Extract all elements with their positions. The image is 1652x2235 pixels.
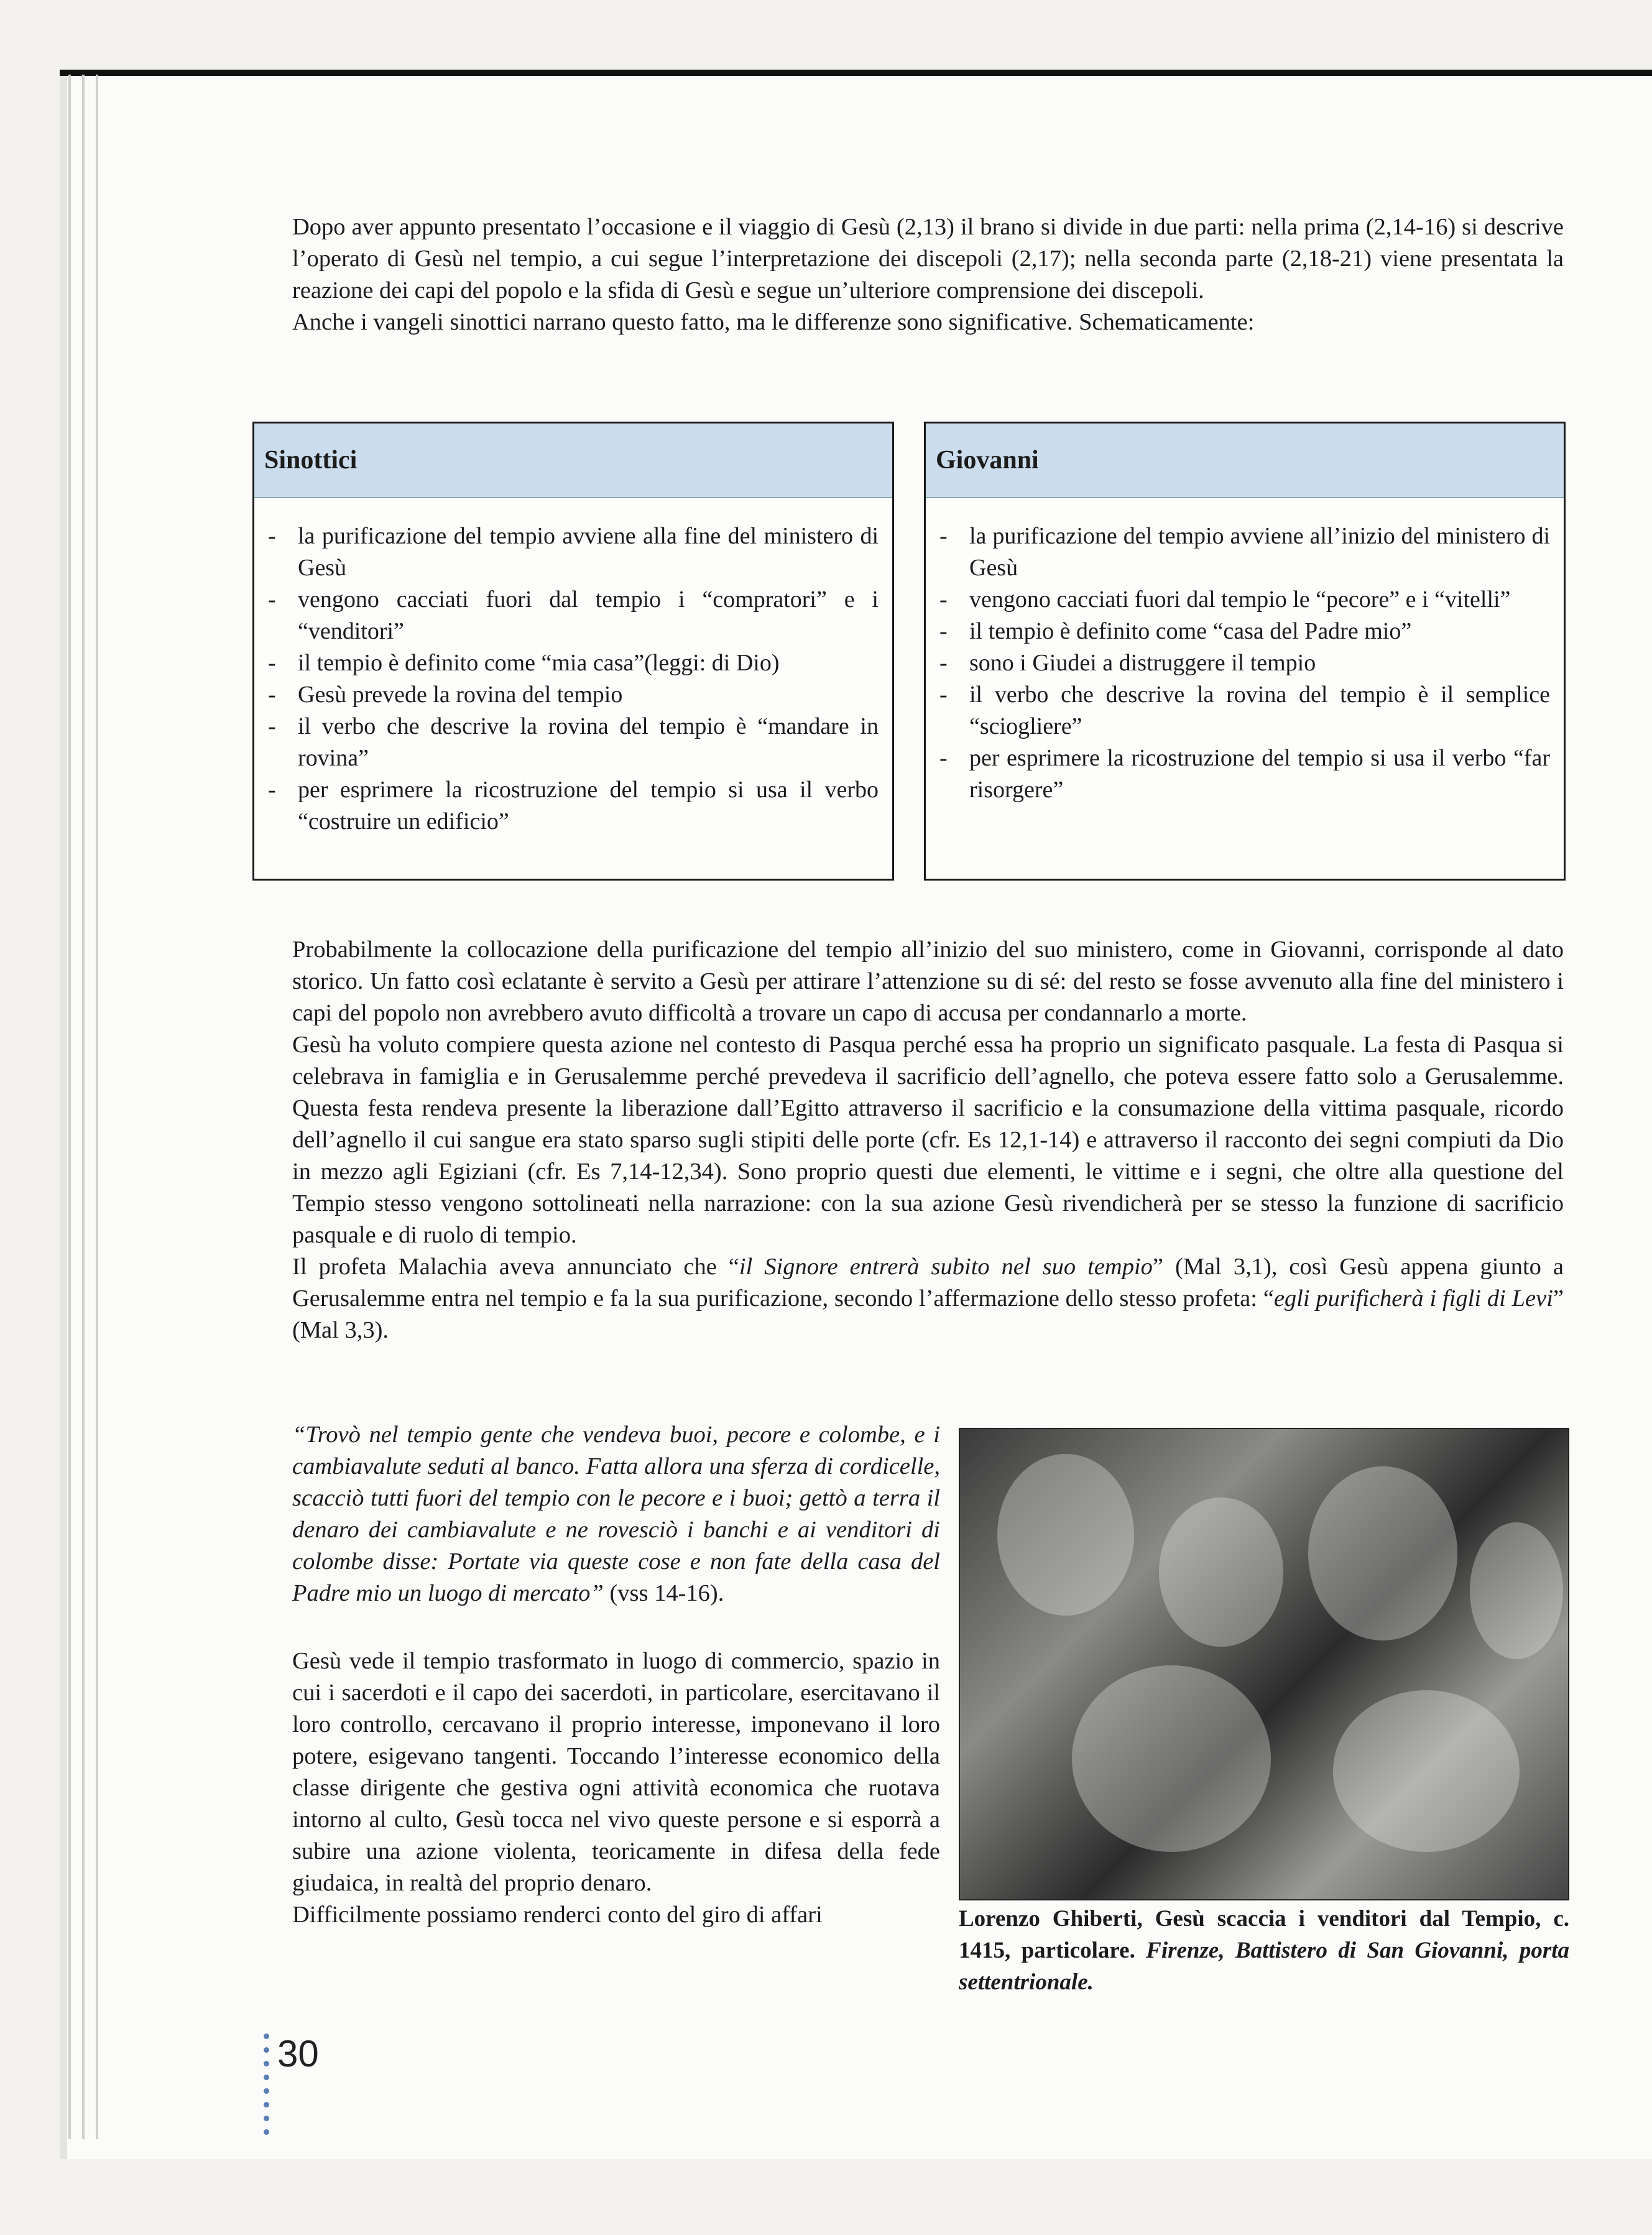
list-item-text: il verbo che descrive la rovina del tempio è “mandare in rovina” xyxy=(298,713,879,771)
text-span: ” (Mal 3,3). xyxy=(292,1285,1564,1343)
body-paragraph-2: Gesù ha voluto compiere questa azione nel contesto di Pasqua perché essa ha proprio un significato pasquale. La festa di Pasqua si celebrava in famiglia e in Gerusalemme perché prevedeva il sacrificio dell’agnello, che poteva essere fatto solo a Gerusalemme. Questa festa rendeva presente la liberazione dall’Egitto attraverso il sacrificio e la consumazione della vittima pasquale, ricordo dell’agnello il cui sangue era stato sparso sugli stipiti delle porte (cfr. Es 12,1-14) e attraverso il racconto dei segni compiuti da Dio in mezzo agli Egiziani (cfr. Es 7,14-12,34). Sono proprio questi due elementi, le vittime e i segni, che oltre alla questione del Tempio stesso vengono sottolineati nella narrazione: con la sua azione Gesù rivendicherà per se stesso la funzione di sacrificio pasquale e di ruolo di tempio. xyxy=(292,1032,1564,1248)
left-paragraph-1: Gesù vede il tempio trasformato in luogo di commercio, spazio in cui i sacerdoti e il capo dei sacerdoti, in particolare, esercitavano il loro controllo, cercavano il proprio interesse, imponevano il loro potere, esigevano tangenti. Toccando l’interesse economico della classe dirigente che gestiva ogni attività economica che ruotava intorno al culto, Gesù tocca nel vivo queste persone e si esporrà a subire una azione violenta, teoricamente in difesa della fede giudaica, in realtà del proprio denaro. xyxy=(292,1648,940,1896)
table-header-sinottici: Sinottici xyxy=(254,423,892,498)
page-edge xyxy=(68,75,71,2139)
text-span: Il profeta Malachia aveva annunciato che “ xyxy=(292,1254,739,1280)
dash: - xyxy=(268,523,276,549)
list-item-text: la purificazione del tempio avviene all’inizio del ministero di Gesù xyxy=(969,523,1550,581)
list-item xyxy=(939,679,1550,743)
text-span: ” (Mal 3,1), così Gesù appena giunto a Gerusalemme entra nel tempio e fa la sua purificazione, secondo l’affermazione dello stesso profeta: “ xyxy=(292,1254,1564,1312)
dash: - xyxy=(939,523,948,549)
intro-paragraph-1: Dopo aver appunto presentato l’occasione e il viaggio di Gesù (2,13) il brano si divide in due parti: nella prima (2,14-16) si descrive l’operato di Gesù nel tempio, a cui segue l’interpretazione dei discepoli (2,17); nella seconda parte (2,18-21) viene presentata la reazione dei capi del popolo e la sfida di Gesù e segue un’ulteriore comprensione dei discepoli. xyxy=(292,214,1564,303)
list-item-text: sono i Giudei a distruggere il tempio xyxy=(969,650,1316,676)
left-column-text xyxy=(292,1419,940,1931)
list-item xyxy=(939,521,1550,584)
dash: - xyxy=(268,713,276,739)
quote-span: il Signore entrerà subito nel suo tempio xyxy=(739,1254,1153,1280)
page-edge xyxy=(96,75,98,2139)
table-header-giovanni: Giovanni xyxy=(926,423,1564,498)
gospel-quote xyxy=(292,1419,940,1609)
dash: - xyxy=(939,618,948,644)
list-item-text: vengono cacciati fuori dal tempio le “pecore” e i “vitelli” xyxy=(969,586,1511,613)
list-item xyxy=(939,616,1550,647)
page-dots xyxy=(264,2034,270,2143)
dash: - xyxy=(939,650,948,676)
list-item xyxy=(268,711,879,774)
list-item-text: per esprimere la ricostruzione del tempio si usa il verbo “far risorgere” xyxy=(969,745,1550,803)
dash: - xyxy=(939,682,948,708)
quote-reference: (vss 14-16). xyxy=(603,1580,724,1606)
table-sinottici xyxy=(252,422,894,881)
body-paragraph-1: Probabilmente la collocazione della purificazione del tempio all’inizio del suo ministero, come in Giovanni, corrisponde al dato storico. Un fatto così eclatante è servito a Gesù per attirare l’attenzione su di sé: del resto se fosse avvenuto alla fine del ministero i capi del popolo non avrebbero avuto difficoltà a trovare un capo di accusa per condannarlo a morte. xyxy=(292,937,1564,1026)
list-item xyxy=(268,647,879,679)
page-number: 30 xyxy=(277,2033,319,2075)
list-item-text: il verbo che descrive la rovina del tempio è il semplice “sciogliere” xyxy=(969,682,1550,739)
quote-span: “Trovò nel tempio gente che vendeva buoi, pecore e colombe, e i cambiavalute seduti al banco. Fatta allora una sferza di cordicelle, scacciò tutti fuori del tempio con le pecore e i buoi; gettò a terra il denaro dei cambiavalute e ne rovesciò i banchi e ai venditori di colombe disse: Portate via queste cose e non fate della casa del Padre mio un luogo di mercato” xyxy=(292,1422,940,1606)
table-body-giovanni xyxy=(926,498,1564,806)
list-item-text: vengono cacciati fuori dal tempio i “compratori” e i “venditori” xyxy=(298,586,879,644)
intro-text xyxy=(292,211,1564,338)
list-item xyxy=(268,584,879,647)
page-edge xyxy=(82,75,85,2139)
caption-main: Lorenzo Ghiberti, Gesù scaccia i venditori dal Tempio, c. 1415, particolare. xyxy=(959,1906,1569,1963)
list-item-text: per esprimere la ricostruzione del tempio si usa il verbo “costruire un edificio” xyxy=(298,777,879,835)
dash: - xyxy=(268,682,276,708)
list-item xyxy=(939,647,1550,679)
dash: - xyxy=(939,745,948,771)
list-item xyxy=(268,679,879,711)
left-paragraph-2: Difficilmente possiamo renderci conto del giro di affari xyxy=(292,1902,823,1928)
quote-span: egli purificherà i figli di Levi xyxy=(1273,1285,1553,1312)
dash: - xyxy=(939,586,948,613)
list-item xyxy=(939,743,1550,806)
dash: - xyxy=(268,650,276,676)
list-item xyxy=(939,584,1550,616)
list-item-text: Gesù prevede la rovina del tempio xyxy=(298,682,623,708)
table-body-sinottici xyxy=(254,498,892,838)
dash: - xyxy=(268,586,276,613)
list-item xyxy=(268,521,879,584)
table-giovanni xyxy=(924,422,1566,881)
dash: - xyxy=(268,777,276,803)
list-item-text: il tempio è definito come “mia casa”(leggi: di Dio) xyxy=(298,650,780,676)
list-item-text: il tempio è definito come “casa del Padre mio” xyxy=(969,618,1412,644)
photo-caption xyxy=(959,1903,1569,1998)
body-text xyxy=(292,934,1564,1346)
body-paragraph-3 xyxy=(292,1251,1564,1346)
caption-place: Firenze, Battistero di San Giovanni, porta settentrionale. xyxy=(959,1938,1569,1995)
ghiberti-relief-photo xyxy=(959,1428,1569,1900)
list-item-text: la purificazione del tempio avviene alla fine del ministero di Gesù xyxy=(298,523,879,581)
list-item xyxy=(268,774,879,838)
intro-paragraph-2: Anche i vangeli sinottici narrano questo fatto, ma le differenze sono significative. Schematicamente: xyxy=(292,309,1255,335)
